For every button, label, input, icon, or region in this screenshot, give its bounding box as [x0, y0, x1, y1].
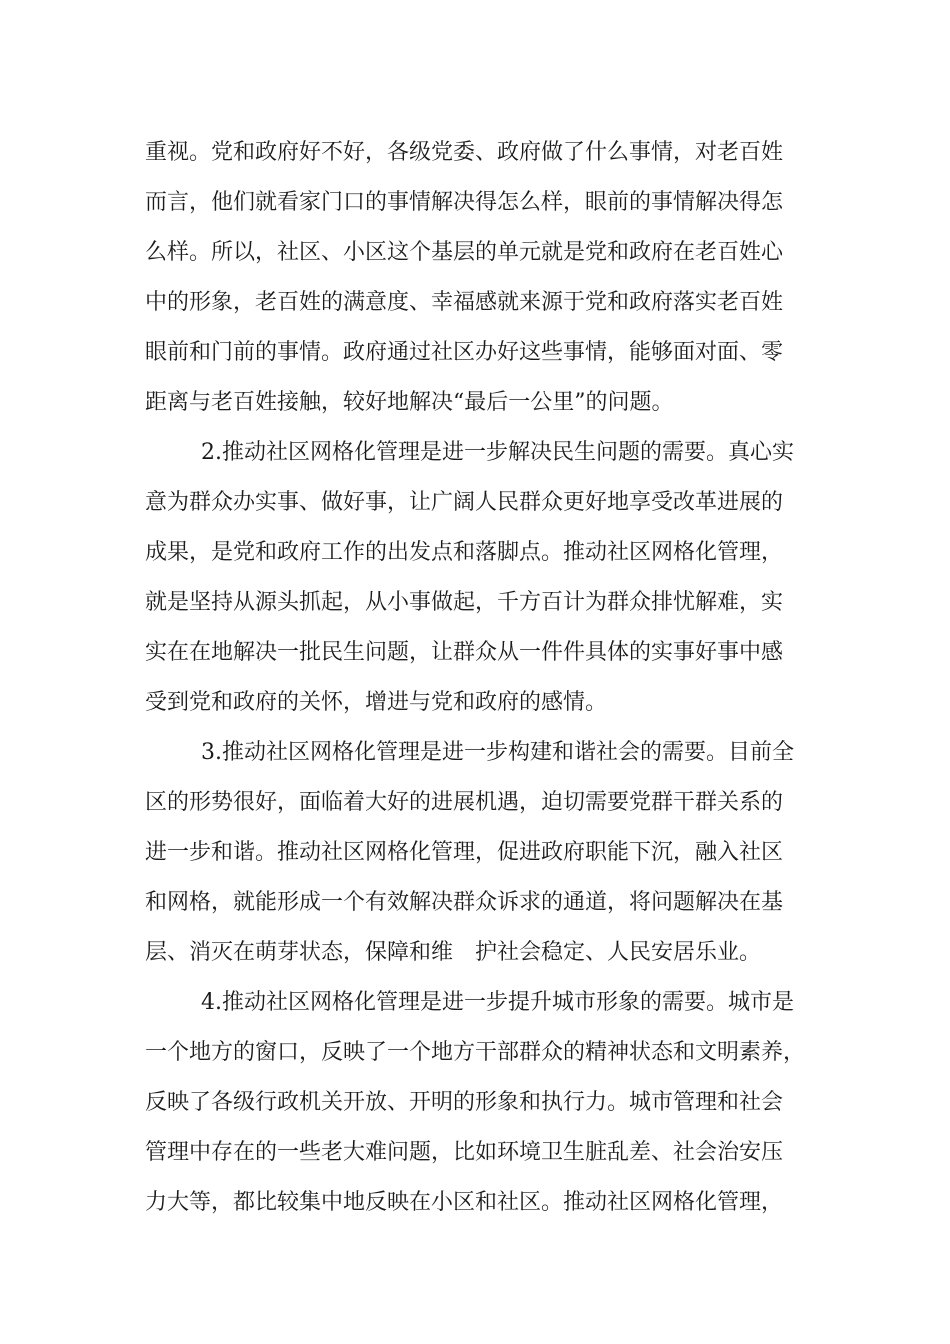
text-line: 区的形势很好，面临着大好的进展机遇，迫切需要党群干群关系的	[145, 790, 784, 815]
paragraph-2-first-line: 2.推动社区网格化管理是进一步解决民生问题的需要。真心实	[201, 440, 794, 465]
body-text	[145, 128, 815, 1228]
text-line: 进一步和谐。推动社区网格化管理，促进政府职能下沉，融入社区	[145, 840, 784, 865]
text-line: 距离与老百姓接触，较好地解决“最后一公里”的问题。	[145, 390, 674, 415]
text-line: 么样。所以，社区、小区这个基层的单元就是党和政府在老百姓心	[145, 240, 784, 265]
text-line: 中的形象，老百姓的满意度、幸福感就来源于党和政府落实老百姓	[145, 290, 784, 315]
text-line: 意为群众办实事、做好事，让广阔人民群众更好地享受改革进展的	[145, 490, 784, 515]
text-line: 和网格，就能形成一个有效解决群众诉求的通道，将问题解决在基	[145, 890, 784, 915]
text-line: 实在在地解决一批民生问题，让群众从一件件具体的实事好事中感	[145, 640, 784, 665]
text-line: 重视。党和政府好不好，各级党委、政府做了什么事情，对老百姓	[145, 140, 784, 165]
text-line: 力大等，都比较集中地反映在小区和社区。推动社区网格化管理，	[145, 1190, 784, 1215]
text-line: 眼前和门前的事情。政府通过社区办好这些事情，能够面对面、零	[145, 340, 784, 365]
text-line: 反映了各级行政机关开放、开明的形象和执行力。城市管理和社会	[145, 1090, 784, 1115]
paragraph-4-first-line: 4.推动社区网格化管理是进一步提升城市形象的需要。城市是	[201, 990, 794, 1015]
text-line: 成果，是党和政府工作的出发点和落脚点。推动社区网格化管理，	[145, 540, 784, 565]
text-line: 受到党和政府的关怀，增进与党和政府的感情。	[145, 690, 608, 715]
text-line: 而言，他们就看家门口的事情解决得怎么样，眼前的事情解决得怎	[145, 190, 784, 215]
paragraph-3-first-line: 3.推动社区网格化管理是进一步构建和谐社会的需要。目前全	[201, 740, 794, 765]
text-line: 管理中存在的一些老大难问题，比如环境卫生脏乱差、社会治安压	[145, 1140, 784, 1165]
text-line: 一个地方的窗口，反映了一个地方干部群众的精神状态和文明素养，	[145, 1040, 806, 1065]
text-line: 层、消灭在萌芽状态，保障和维 护社会稳定、人民安居乐业。	[145, 940, 762, 965]
text-line: 就是坚持从源头抓起，从小事做起，千方百计为群众排忧解难，实	[145, 590, 784, 615]
